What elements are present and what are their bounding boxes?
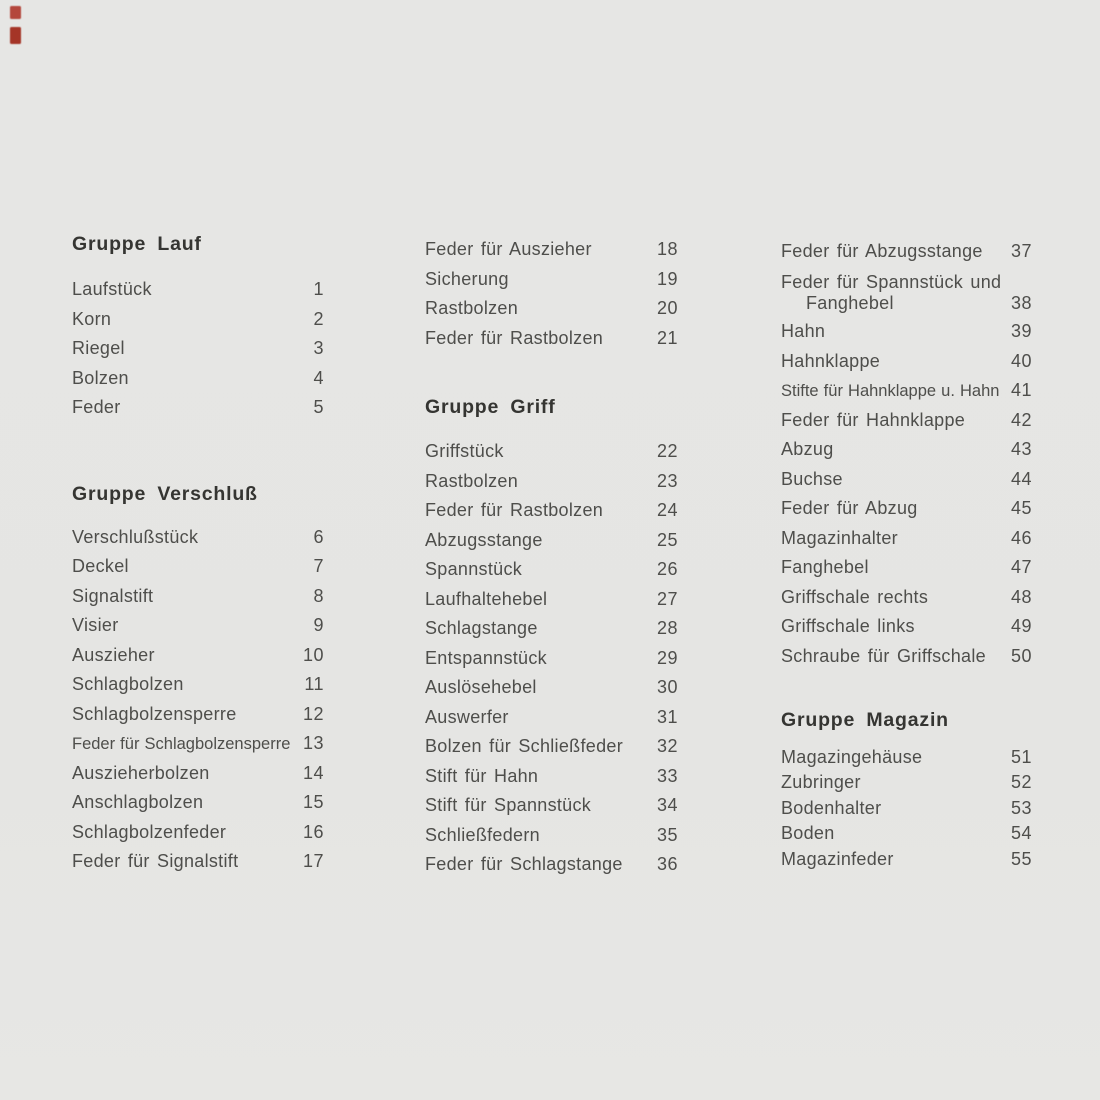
part-number: 43 [1010, 439, 1032, 459]
parts-list [72, 275, 324, 423]
part-name: Schlagbolzensperre [72, 703, 237, 724]
part-name: Auslösehebel [425, 677, 537, 697]
part-name: Feder für Schlagstange [425, 854, 623, 874]
list-item [72, 611, 324, 641]
list-item [425, 265, 678, 295]
part-number: 5 [313, 397, 324, 417]
group-heading: Gruppe Magazin [781, 709, 949, 731]
part-number: 46 [1010, 527, 1032, 548]
list-item [781, 317, 1032, 347]
list-item [72, 670, 324, 700]
list-item [425, 555, 678, 585]
part-name: Feder [72, 397, 121, 417]
part-name: Magazinhalter [781, 527, 898, 548]
list-item [425, 762, 678, 792]
group-section [781, 709, 1032, 872]
part-name: Spannstück [425, 559, 523, 579]
part-name: Feder für Signalstift [72, 851, 239, 871]
part-name: Bodenhalter [781, 797, 882, 818]
group-section [72, 233, 324, 423]
part-name: Sicherung [425, 268, 509, 289]
list-item [781, 642, 1032, 672]
part-number: 39 [1010, 321, 1032, 341]
part-number: 50 [1010, 645, 1032, 666]
list-item [72, 334, 324, 364]
part-name: Schlagbolzen [72, 674, 184, 694]
part-name: Feder für Auszieher [425, 239, 592, 259]
part-number: 15 [302, 792, 324, 812]
parts-list [425, 235, 678, 353]
part-name: Fanghebel [781, 557, 869, 577]
list-item [425, 235, 678, 265]
list-item [781, 583, 1032, 613]
list-item [781, 347, 1032, 377]
part-name: Schlagstange [425, 618, 538, 638]
part-number: 22 [656, 441, 678, 461]
group-section [425, 396, 678, 880]
list-item [781, 267, 1032, 318]
part-number: 48 [1010, 586, 1032, 607]
part-name: Schlagbolzenfeder [72, 821, 227, 842]
list-item [781, 553, 1032, 583]
group-heading: Gruppe Lauf [72, 233, 202, 255]
list-item [72, 305, 324, 335]
part-name: Stifte für Hahnklappe u. Hahn [781, 382, 1000, 400]
part-number: 40 [1010, 350, 1032, 371]
part-number: 10 [302, 644, 324, 665]
part-number: 44 [1010, 468, 1032, 489]
list-item [425, 644, 678, 674]
list-item [72, 552, 324, 582]
list-item [425, 850, 678, 880]
parts-list [781, 237, 1032, 671]
part-number: 8 [313, 585, 324, 606]
list-item [425, 294, 678, 324]
part-number: 51 [1010, 747, 1032, 767]
part-name-line1: Feder für Spannstück und [781, 272, 1002, 292]
part-number: 12 [302, 703, 324, 724]
part-name: Visier [72, 615, 119, 635]
group-section [781, 237, 1032, 671]
part-name-line2: Fanghebel [806, 293, 894, 313]
list-item [72, 364, 324, 394]
list-item [425, 673, 678, 703]
list-item [72, 523, 324, 553]
part-number: 37 [1010, 241, 1032, 261]
part-name: Deckel [72, 556, 129, 576]
part-number: 6 [313, 526, 324, 547]
list-item [72, 582, 324, 612]
list-item [425, 821, 678, 851]
part-number: 13 [302, 733, 324, 753]
list-item [781, 376, 1032, 406]
list-item [781, 745, 1032, 770]
part-name: Hahnklappe [781, 350, 881, 371]
part-number: 49 [1010, 616, 1032, 636]
group-section [425, 235, 678, 353]
part-number: 14 [302, 762, 324, 783]
part-name: Feder für Abzug [781, 498, 918, 518]
part-number: 52 [1010, 772, 1032, 793]
list-item [72, 641, 324, 671]
list-item [781, 494, 1032, 524]
part-name: Rastbolzen [425, 470, 519, 491]
parts-list-column-3 [781, 237, 1032, 872]
part-number: 34 [656, 795, 678, 815]
part-name: Entspannstück [425, 647, 547, 668]
part-name: Feder für Rastbolzen [425, 327, 604, 348]
part-name: Stift für Hahn [425, 765, 539, 786]
part-number: 35 [656, 824, 678, 845]
list-item [425, 526, 678, 556]
part-name: Abzugsstange [425, 529, 543, 550]
part-number: 27 [656, 588, 678, 609]
part-number: 11 [304, 674, 324, 694]
list-item [425, 732, 678, 762]
part-number: 41 [1010, 380, 1032, 400]
part-number: 42 [1010, 409, 1032, 430]
parts-list [72, 523, 324, 877]
part-number: 45 [1010, 498, 1032, 518]
part-name: Magazingehäuse [781, 747, 923, 767]
red-edge-mark-top [10, 6, 21, 19]
list-item [72, 729, 324, 759]
part-number: 4 [313, 367, 324, 388]
part-name: Feder für Abzugsstange [781, 241, 983, 261]
list-item [425, 585, 678, 615]
list-item [72, 759, 324, 789]
list-item [781, 770, 1032, 795]
part-number: 3 [313, 338, 324, 358]
part-number: 32 [656, 736, 678, 756]
list-item [425, 791, 678, 821]
list-item [781, 524, 1032, 554]
part-number: 16 [302, 821, 324, 842]
part-number: 38 [1010, 293, 1032, 313]
part-number: 1 [313, 279, 324, 299]
parts-list-column-1 [72, 233, 324, 877]
list-item [781, 237, 1032, 267]
list-item [425, 467, 678, 497]
part-name: Stift für Spannstück [425, 795, 592, 815]
group-heading: Gruppe Verschluß [72, 483, 258, 505]
part-name: Laufhaltehebel [425, 588, 548, 609]
list-item [72, 788, 324, 818]
part-name: Abzug [781, 439, 834, 459]
list-item [781, 796, 1032, 821]
part-number: 33 [656, 765, 678, 786]
part-name: Verschlußstück [72, 526, 199, 547]
part-number: 53 [1010, 797, 1032, 818]
part-name: Magazinfeder [781, 848, 894, 869]
part-number: 28 [656, 618, 678, 638]
part-number: 36 [656, 854, 678, 874]
list-item [72, 700, 324, 730]
part-name: Anschlagbolzen [72, 792, 204, 812]
part-name: Auszieherbolzen [72, 762, 210, 783]
part-name: Signalstift [72, 585, 154, 606]
part-name: Bolzen [72, 367, 129, 388]
list-item [72, 393, 324, 423]
part-name: Rastbolzen [425, 298, 519, 318]
part-name: Griffstück [425, 441, 504, 461]
list-item [781, 612, 1032, 642]
part-number: 31 [656, 706, 678, 727]
part-number: 19 [656, 268, 678, 289]
part-number: 25 [656, 529, 678, 550]
part-number: 24 [656, 500, 678, 520]
part-number: 20 [656, 298, 678, 318]
part-name: Feder für Hahnklappe [781, 409, 966, 430]
list-item [72, 847, 324, 877]
part-number: 7 [313, 556, 324, 576]
part-number: 54 [1010, 823, 1032, 844]
group-heading: Gruppe Griff [425, 396, 556, 418]
part-name: Auszieher [72, 644, 155, 665]
part-number: 21 [656, 327, 678, 348]
list-item [425, 437, 678, 467]
part-number: 47 [1010, 557, 1032, 577]
part-name: Laufstück [72, 279, 152, 299]
list-item [425, 496, 678, 526]
part-name: Korn [72, 308, 112, 329]
list-item [425, 703, 678, 733]
part-name: Schraube für Griffschale [781, 645, 986, 666]
list-item [72, 818, 324, 848]
parts-list [781, 745, 1032, 872]
part-name: Bolzen für Schließfeder [425, 736, 623, 756]
part-name: Schließfedern [425, 824, 540, 845]
part-name: Buchse [781, 468, 843, 489]
list-item [425, 324, 678, 354]
list-item [425, 614, 678, 644]
part-number: 2 [313, 308, 324, 329]
list-item [781, 847, 1032, 872]
part-number: 30 [656, 677, 678, 697]
red-edge-mark-bottom [10, 27, 21, 44]
part-number: 55 [1010, 848, 1032, 869]
part-number: 17 [302, 851, 324, 871]
list-item [781, 821, 1032, 846]
part-name: Griffschale rechts [781, 586, 929, 607]
parts-list-column-2 [425, 235, 678, 880]
list-item [781, 465, 1032, 495]
part-name: Riegel [72, 338, 125, 358]
part-name: Zubringer [781, 772, 861, 793]
part-name: Auswerfer [425, 706, 509, 727]
group-section [72, 483, 324, 877]
part-number: 23 [656, 470, 678, 491]
part-number: 9 [313, 615, 324, 635]
part-number: 26 [656, 559, 678, 579]
list-item [781, 406, 1032, 436]
list-item [72, 275, 324, 305]
part-number: 29 [656, 647, 678, 668]
part-name: Hahn [781, 321, 826, 341]
part-name: Feder für Schlagbolzensperre [72, 735, 291, 753]
part-name: Feder für Rastbolzen [425, 500, 604, 520]
part-name [781, 272, 1001, 314]
part-name: Griffschale links [781, 616, 915, 636]
part-number: 18 [656, 239, 678, 259]
parts-list [425, 437, 678, 880]
part-name: Boden [781, 823, 835, 844]
list-item [781, 435, 1032, 465]
